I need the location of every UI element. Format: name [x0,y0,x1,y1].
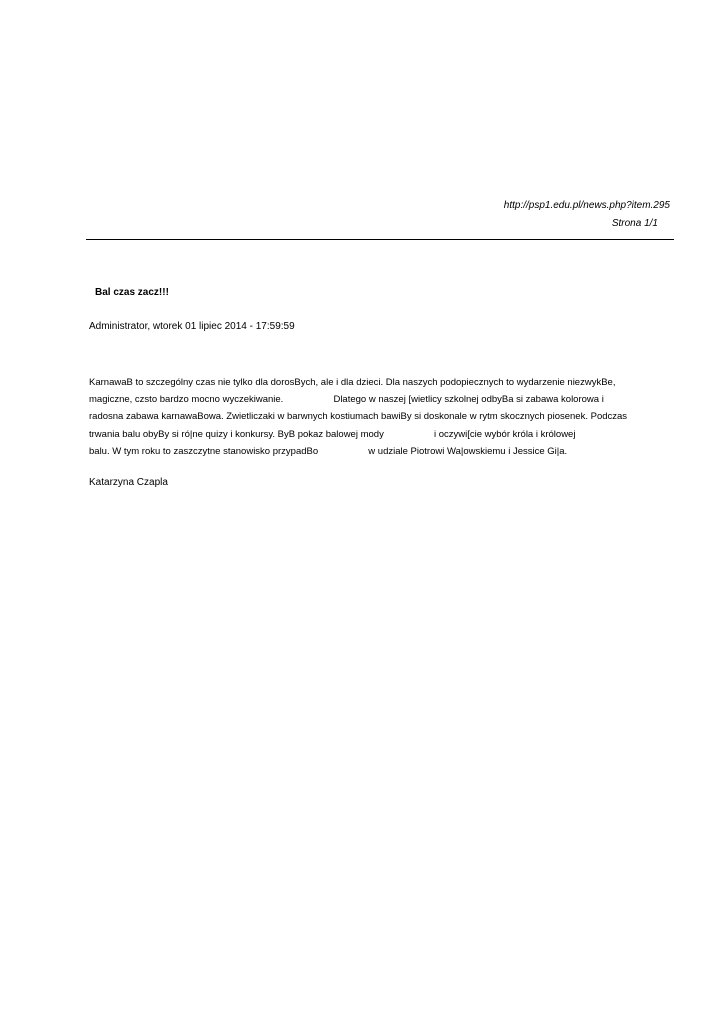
body-line: magiczne, czsto bardzo mocno wyczekiwanie. Dlatego w naszej [wietlicy szkolnej odbyBa si zabawa kolorowa i [89,394,604,406]
article-body [89,374,649,460]
article-signature: Katarzyna Czapla [89,477,168,488]
article-meta: Administrator, wtorek 01 lipiec 2014 - 17:59:59 [89,321,295,332]
body-line: radosna zabawa karnawaBowa. Zwietliczaki w barwnych kostiumach bawiBy si doskonale w rytm skocznych piosenek. Podczas [89,411,628,423]
body-line: balu. W tym roku to zaszczytne stanowisko przypadBo w udziale Piotrowi Wa|owskiemu i Jessice Gi|a. [89,445,568,457]
page-number: Strona 1/1 [611,218,658,229]
header-divider [86,239,674,240]
body-line: trwania balu obyBy si ró|ne quizy i konkursy. ByB pokaz balowej mody i oczywi[cie wybór króla i królowej [89,428,576,440]
body-line: KarnawaB to szczególny czas nie tylko dla dorosBych, ale i dla dzieci. Dla naszych podopiecznych to wydarzenie niezwykBe, [89,377,616,388]
header-url: http://psp1.edu.pl/news.php?item.295 [503,200,670,211]
article-title: Bal czas zacz!!! [95,287,169,298]
